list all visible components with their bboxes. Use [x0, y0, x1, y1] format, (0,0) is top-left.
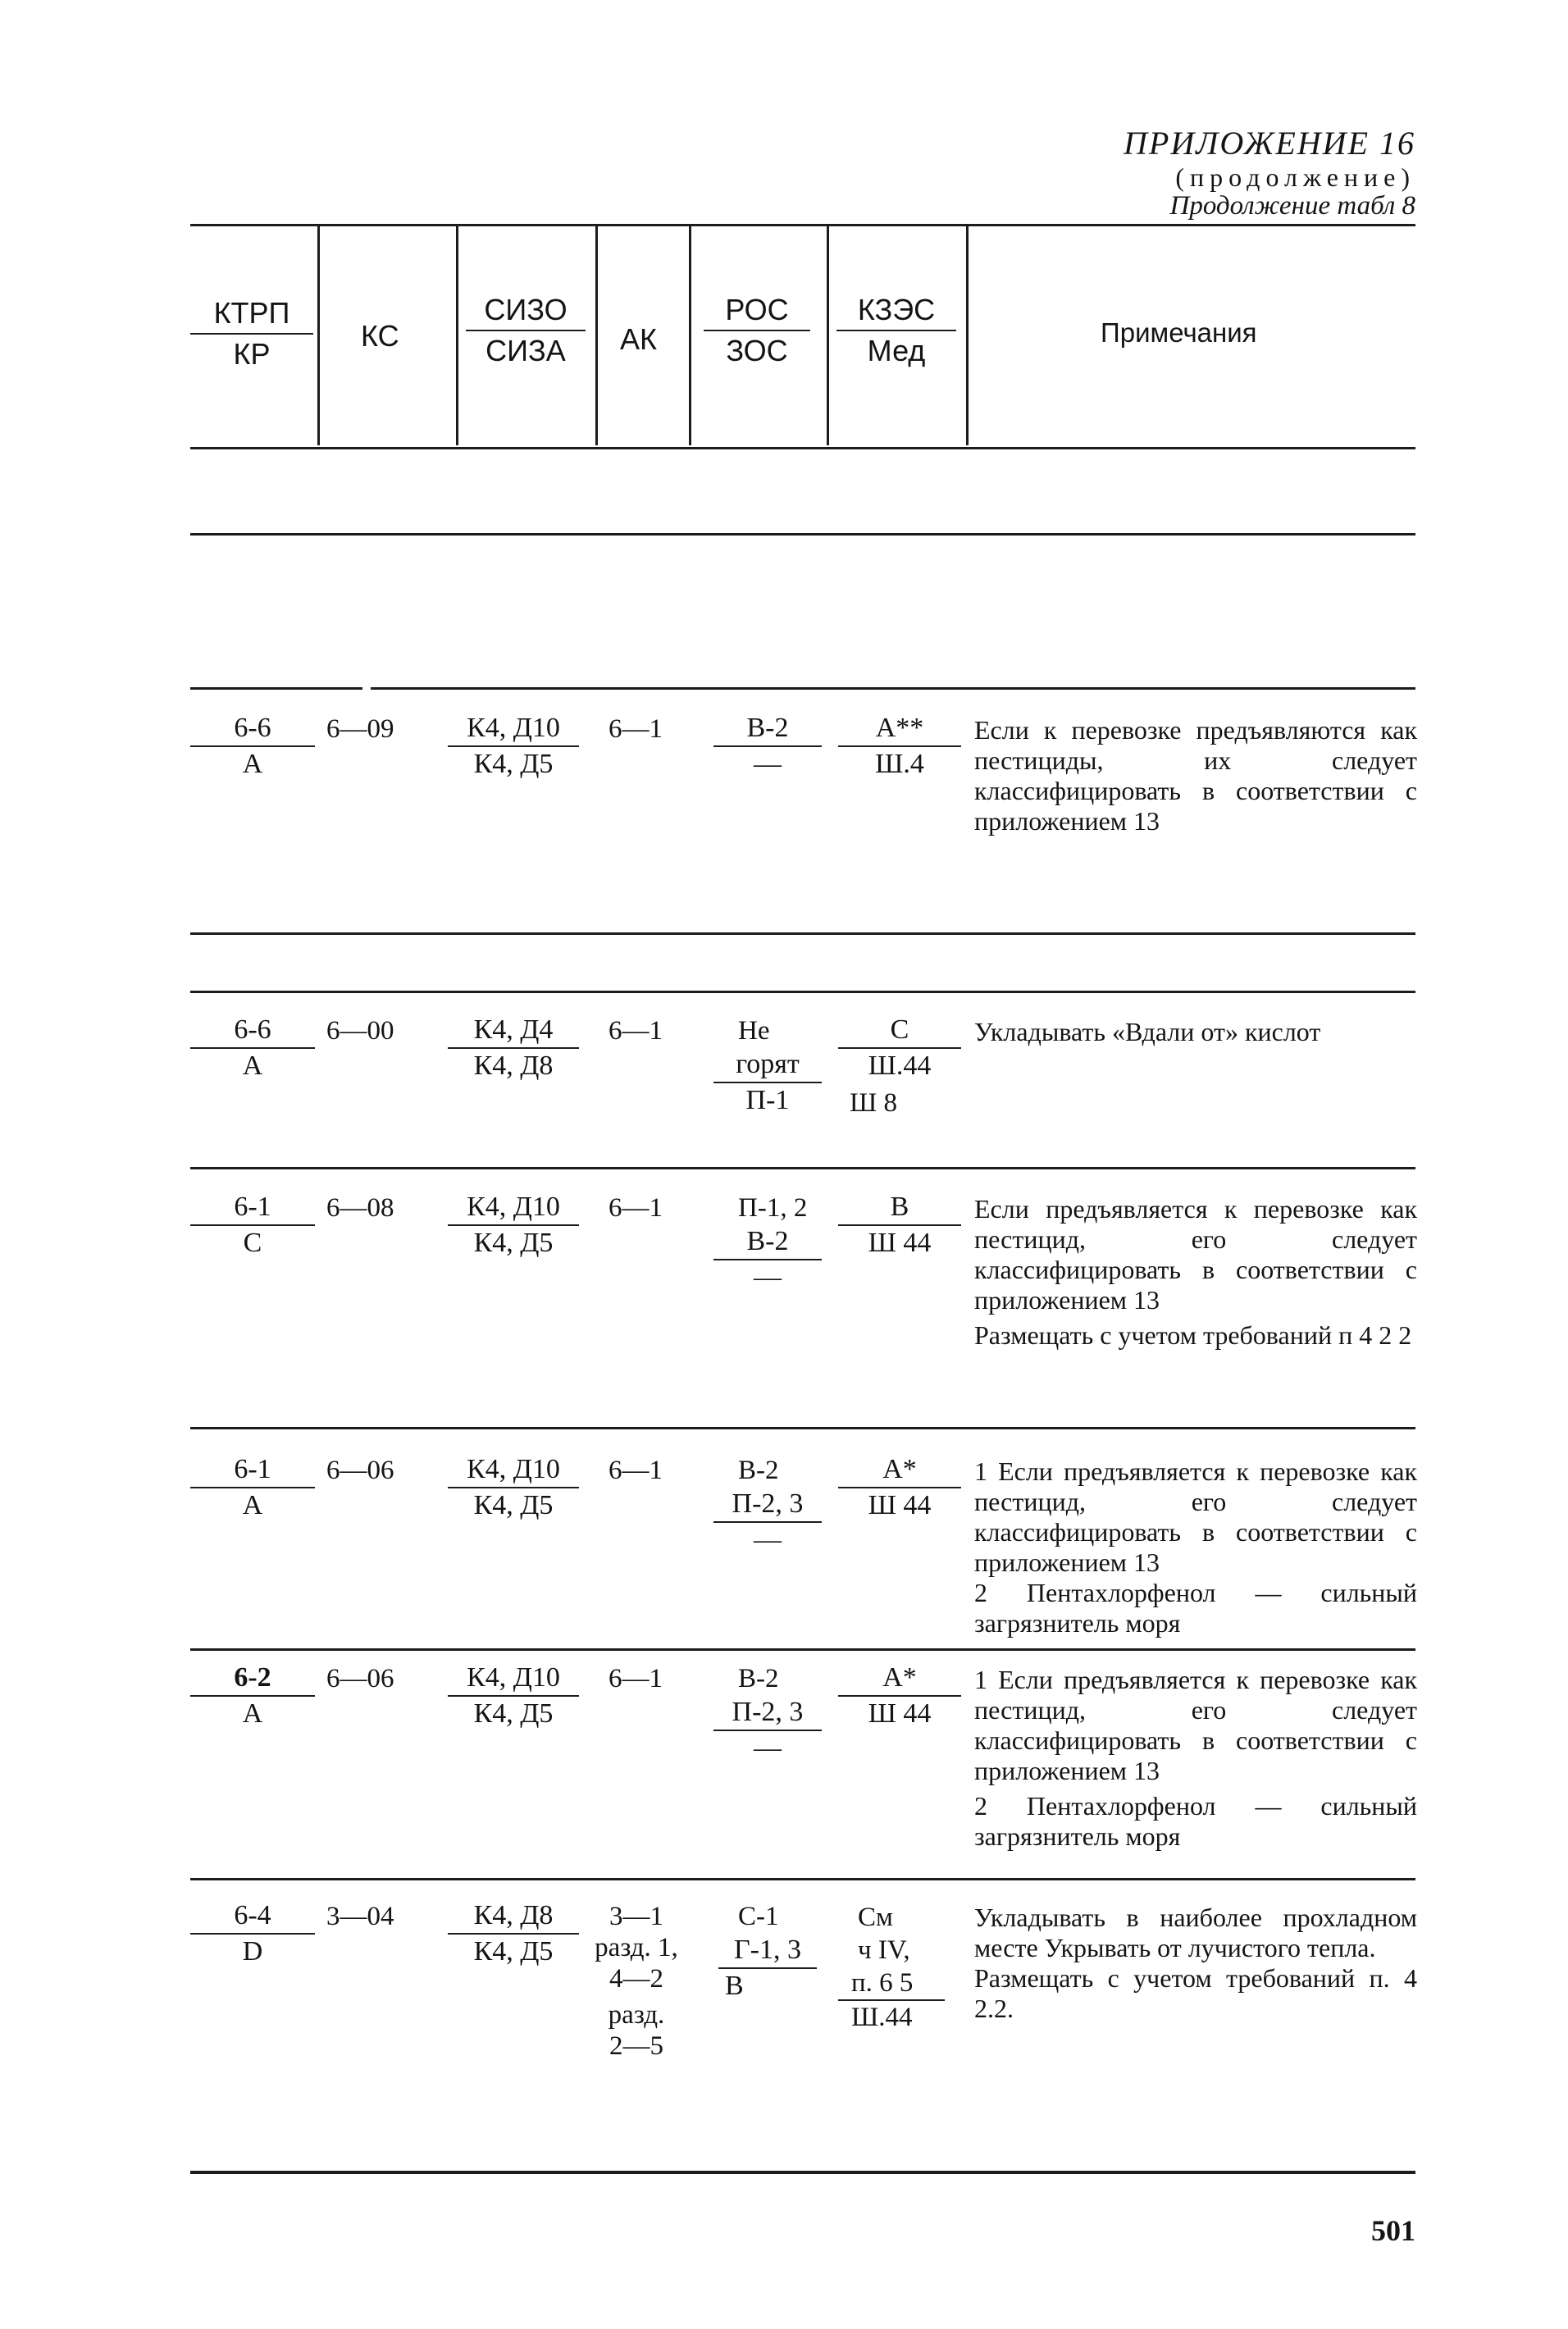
cell-zos: — — [754, 1262, 782, 1292]
cell-ros-zos — [718, 1934, 817, 2003]
cell-kzes — [838, 1901, 961, 2034]
note-paragraph: Укладывать «Вдали от» кислот — [974, 1017, 1321, 1046]
note-paragraph: Размещать с учетом требований п 4 2 2 — [974, 1320, 1412, 1350]
cell-ros: горят — [736, 1049, 800, 1079]
ak-line: разд. 1, — [595, 1933, 678, 1962]
cell-siza: К4, Д5 — [473, 1228, 554, 1258]
cell-ros-line: В-2 — [738, 1664, 779, 1693]
cell-sizo-siza — [448, 1014, 579, 1082]
cell-ros-line: С-1 — [738, 1902, 779, 1931]
cell-ros: П-2, 3 — [732, 1488, 804, 1519]
cell-ktrp: 6-4 — [234, 1900, 271, 1930]
cell-ros: В-2 — [746, 713, 789, 743]
cell-ks: 6—08 — [326, 1193, 394, 1223]
cell-kzes-med — [838, 1661, 961, 1730]
cell-sizo: К4, Д8 — [473, 1900, 554, 1930]
header-ak: АК — [620, 322, 657, 356]
cell-ros-zos — [713, 1225, 822, 1294]
note-paragraph: 2 Пентахлорфенол — сильный загрязнитель моря — [974, 1791, 1417, 1851]
cell-kr: А — [242, 1490, 263, 1520]
cell-notes — [974, 1903, 1417, 2024]
cell-notes — [974, 1665, 1417, 1852]
table-continuation-note: Продолжение табл 8 — [1169, 191, 1415, 221]
cell-ros-zos — [713, 1488, 822, 1556]
cell-sizo: К4, Д10 — [467, 1662, 560, 1693]
cell-med: Ш.44 — [868, 1051, 932, 1081]
continuation-note: (продолжение) — [1175, 162, 1415, 192]
cell-ktrp: 6-6 — [234, 713, 271, 743]
cell-med: Ш.44 — [851, 2003, 913, 2032]
header-siza: СИЗА — [485, 334, 566, 367]
cell-ktrp: 6-1 — [234, 1454, 271, 1484]
cell-kr: С — [243, 1228, 262, 1258]
ak-line: 2—5 — [609, 2031, 663, 2061]
cell-ktrp-kr — [190, 1453, 315, 1522]
header-ktrp: КТРП — [213, 296, 290, 330]
cell-zos: — — [754, 749, 782, 779]
cell-zos: — — [754, 1733, 782, 1763]
cell-ak: 6—1 — [609, 1664, 663, 1693]
header-kzes-med — [836, 292, 956, 369]
header-kzes: КЗЭС — [857, 293, 936, 326]
header-notes: Примечания — [1101, 317, 1257, 348]
header-ks: КС — [361, 319, 399, 353]
cell-ktrp: 6-1 — [234, 1192, 271, 1222]
cell-ks: 6—06 — [326, 1664, 394, 1693]
cell-ros-line: П-1, 2 — [738, 1193, 808, 1223]
cell-ak: 6—1 — [609, 1193, 663, 1223]
cell-sizo-siza — [448, 1899, 579, 1968]
cell-zos: В — [725, 1971, 744, 2001]
cell-ks: 6—06 — [326, 1456, 394, 1485]
cell-sizo-siza — [448, 712, 579, 781]
cell-notes — [974, 1456, 1417, 1639]
cell-zos: — — [754, 1525, 782, 1555]
cell-ak — [587, 1901, 686, 2062]
cell-kzes-med — [838, 1014, 961, 1082]
cell-med: Ш 44 — [868, 1698, 932, 1729]
cell-sizo-siza — [448, 1191, 579, 1260]
cell-sizo: К4, Д4 — [473, 1014, 554, 1045]
cell-kr: А — [242, 1051, 263, 1081]
kzes-line: См — [858, 1903, 893, 1932]
ak-line: 4—2 — [609, 1964, 663, 1994]
cell-siza: К4, Д5 — [473, 1490, 554, 1520]
cell-ktrp-kr — [190, 1191, 315, 1260]
cell-med: Ш.4 — [875, 749, 924, 779]
cell-notes — [974, 1017, 1417, 1047]
cell-kzes-med — [838, 1191, 961, 1260]
header-ros-zos — [704, 292, 810, 369]
cell-siza: К4, Д8 — [473, 1051, 554, 1081]
cell-ks: 6—00 — [326, 1016, 394, 1046]
cell-ktrp-kr — [190, 1661, 315, 1730]
cell-med: Ш 44 — [868, 1228, 932, 1258]
cell-siza: К4, Д5 — [473, 749, 554, 779]
cell-sizo-siza — [448, 1453, 579, 1522]
header-ros: РОС — [725, 293, 789, 326]
cell-ros: П-2, 3 — [732, 1697, 804, 1727]
cell-med-extra: Ш 8 — [850, 1088, 898, 1118]
cell-notes — [974, 1194, 1417, 1351]
header-kr: КР — [233, 337, 271, 371]
cell-kzes: В — [890, 1192, 909, 1222]
cell-kr: А — [242, 1698, 263, 1729]
header-ktrp-kr — [190, 295, 313, 372]
cell-ak: 6—1 — [609, 1456, 663, 1485]
cell-kzes: С — [890, 1014, 909, 1045]
ak-line: 3—1 — [609, 1902, 663, 1931]
note-paragraph: Укладывать в наиболее прохладном месте Укрывать от лучистого тепла. — [974, 1903, 1417, 1962]
cell-kr: А — [242, 749, 263, 779]
header-sizo: СИЗО — [484, 293, 567, 326]
cell-sizo: К4, Д10 — [467, 713, 560, 743]
cell-kzes-med — [838, 1453, 961, 1522]
note-paragraph: Если предъявляется к перевозке как пестицид, его следует классифицировать в соответствии с приложением 13 — [974, 1194, 1417, 1315]
cell-zos: П-1 — [745, 1085, 790, 1115]
kzes-line: ч IV, — [858, 1935, 910, 1965]
cell-ak: 6—1 — [609, 714, 663, 744]
cell-ros-zos — [713, 712, 822, 781]
cell-sizo: К4, Д10 — [467, 1192, 560, 1222]
header-zos: ЗОС — [726, 334, 788, 367]
cell-ros: В-2 — [746, 1226, 789, 1256]
note-paragraph: 1 Если предъявляется к перевозке как пестицид, его следует классифицировать в соответствии с приложением 13 — [974, 1665, 1417, 1785]
cell-siza: К4, Д5 — [473, 1936, 554, 1967]
cell-siza: К4, Д5 — [473, 1698, 554, 1729]
cell-ktrp-kr — [190, 1014, 315, 1082]
cell-ktrp: 6-2 — [234, 1662, 271, 1693]
cell-med: Ш 44 — [868, 1490, 932, 1520]
cell-ros: Г-1, 3 — [734, 1935, 801, 1965]
cell-ktrp: 6-6 — [234, 1014, 271, 1045]
cell-sizo: К4, Д10 — [467, 1454, 560, 1484]
ak-line: разд. — [608, 2000, 665, 2030]
cell-kr: D — [242, 1936, 263, 1967]
cell-ks: 3—04 — [326, 1902, 394, 1931]
cell-kzes: А* — [882, 1454, 917, 1484]
cell-ros-line: Не — [738, 1016, 770, 1046]
note-paragraph: Размещать с учетом требований п. 4 2.2. — [974, 1963, 1417, 2023]
cell-ktrp-kr — [190, 1899, 315, 1968]
header-sizo-siza — [466, 292, 586, 369]
cell-sizo-siza — [448, 1661, 579, 1730]
cell-ks: 6—09 — [326, 714, 394, 744]
note-paragraph: 2 Пентахлорфенол — сильный загрязнитель моря — [974, 1578, 1417, 1638]
note-paragraph: 1 Если предъявляется к перевозке как пестицид, его следует классифицировать в соответствии с приложением 13 — [974, 1456, 1417, 1577]
appendix-title: ПРИЛОЖЕНИЕ 16 — [1124, 125, 1415, 162]
cell-ros-zos — [713, 1696, 822, 1765]
cell-ros-zos — [713, 1048, 822, 1117]
cell-ktrp-kr — [190, 712, 315, 781]
cell-kzes-med — [838, 712, 961, 781]
cell-kzes: А* — [882, 1662, 917, 1693]
kzes-line: п. 6 5 — [851, 1968, 914, 1998]
cell-kzes: А** — [875, 713, 924, 743]
cell-notes — [974, 715, 1417, 836]
cell-ak: 6—1 — [609, 1016, 663, 1046]
cell-ros-line: В-2 — [738, 1456, 779, 1485]
page-number: 501 — [1371, 2214, 1415, 2247]
header-med: Мед — [867, 334, 926, 367]
note-paragraph: Если к перевозке предъявляются как пестициды, их следует классифицировать в соответствии с приложением 13 — [974, 715, 1417, 836]
